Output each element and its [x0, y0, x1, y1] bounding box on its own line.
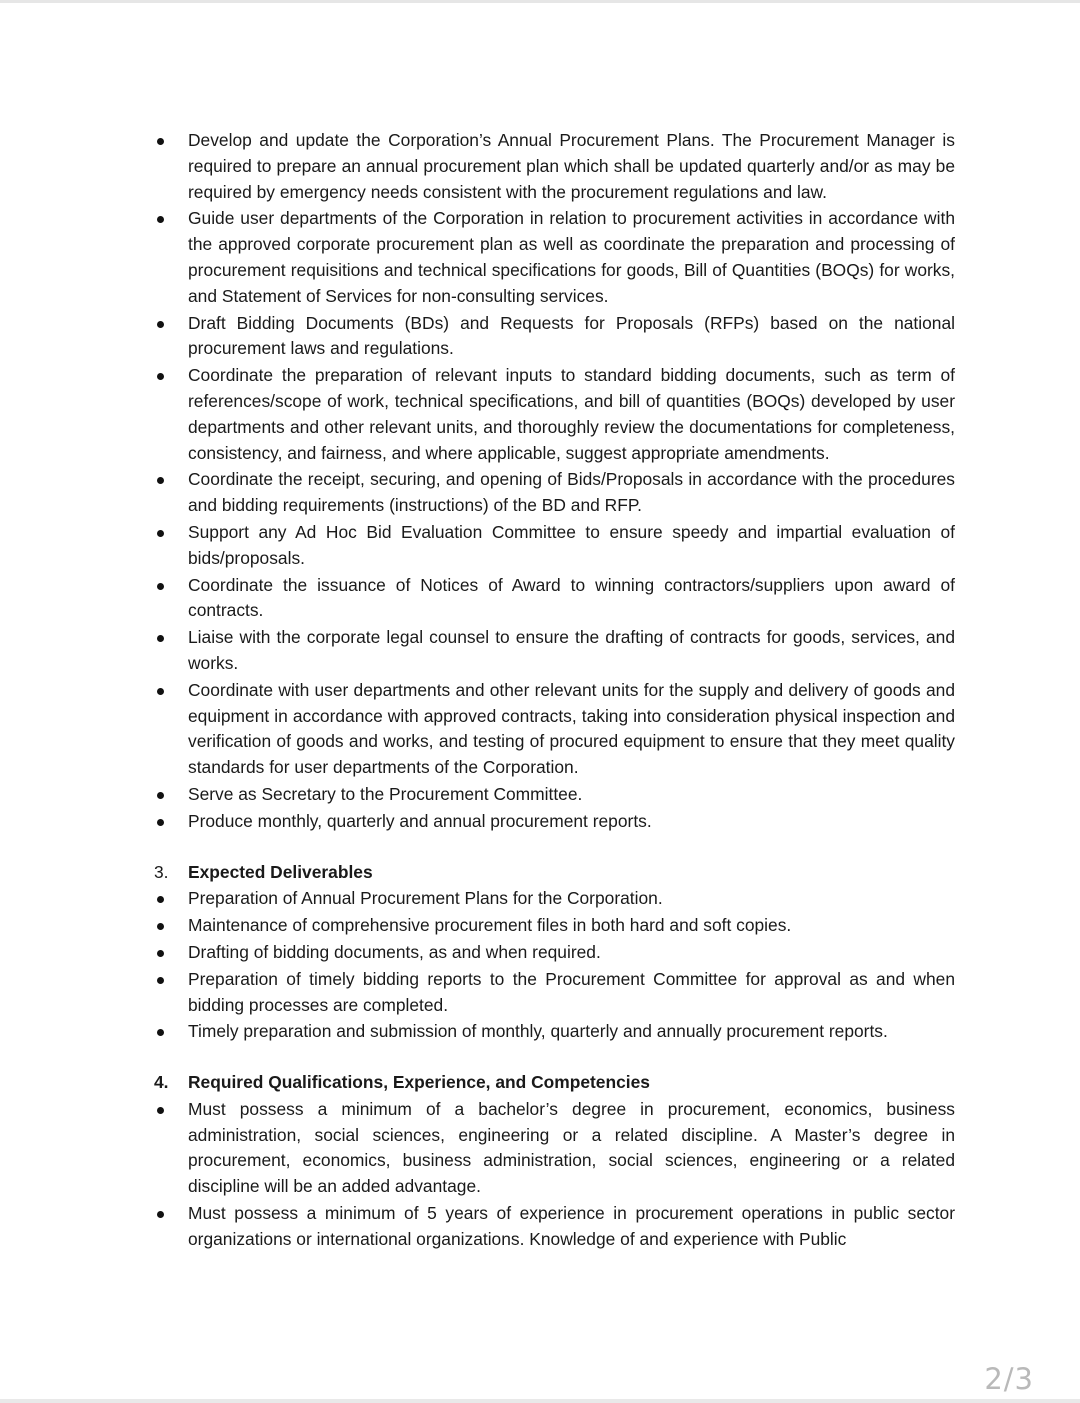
list-item	[154, 809, 955, 835]
list-item-text: Coordinate the issuance of Notices of Award to winning contractors/suppliers upon award of contracts.	[188, 574, 955, 621]
list-item-text: Support any Ad Hoc Bid Evaluation Committee to ensure speedy and impartial evaluation of bids/proposals.	[188, 521, 955, 568]
list-item	[154, 886, 955, 912]
list-item	[154, 311, 955, 363]
bullet-icon	[157, 688, 164, 695]
bullet-icon	[157, 896, 164, 903]
bullet-icon	[157, 1211, 164, 1218]
bullet-icon	[157, 1107, 164, 1114]
page-indicator: 2/3	[984, 1362, 1034, 1396]
list-item-text: Coordinate the receipt, securing, and opening of Bids/Proposals in accordance with the procedures and bidding requirements (instructions) of the BD and RFP.	[188, 469, 955, 516]
section-4-title: Required Qualifications, Experience, and Competencies	[188, 1072, 650, 1093]
list-item	[154, 782, 955, 808]
bullet-icon	[157, 138, 164, 145]
bullet-icon	[157, 373, 164, 380]
bullet-icon	[157, 583, 164, 590]
list-item	[154, 678, 955, 781]
viewer-bottom-border	[0, 1399, 1080, 1403]
deliverables-list	[154, 886, 955, 1045]
list-item-text: Preparation of timely bidding reports to the Procurement Committee for approval as and when bidding processes are completed.	[188, 968, 955, 1015]
list-item-text: Timely preparation and submission of monthly, quarterly and annually procurement reports.	[188, 1021, 888, 1042]
list-item	[154, 573, 955, 625]
list-item-text: Draft Bidding Documents (BDs) and Requests for Proposals (RFPs) based on the national procurement laws and regulations.	[188, 312, 955, 359]
bullet-icon	[157, 1029, 164, 1036]
section-3-number: 3.	[154, 861, 169, 882]
bullet-icon	[157, 819, 164, 826]
bullet-icon	[157, 216, 164, 223]
qualifications-list	[154, 1097, 955, 1253]
list-item-text: Liaise with the corporate legal counsel to ensure the drafting of contracts for goods, services, and works.	[188, 627, 955, 673]
list-item-text: Guide user departments of the Corporation in relation to procurement activities in accordance with the approved corporate procurement plan as well as coordinate the preparation and processing of procurement requisitions and technical specifications for goods, Bill of Quantities (BOQs) for works, and Statement of Services for non-consulting services.	[188, 208, 955, 306]
list-item	[154, 625, 955, 677]
list-item	[154, 128, 955, 205]
bullet-icon	[157, 977, 164, 984]
bullet-icon	[157, 923, 164, 930]
list-item-text: Must possess a minimum of a bachelor’s degree in procurement, economics, business administration, social sciences, engineering or a related discipline. A Master’s degree in procurement, economics, business administration, social sciences, engineering or a related discipline will be an added advantage.	[188, 1098, 955, 1197]
list-item-text: Develop and update the Corporation’s Annual Procurement Plans. The Procurement Manager is required to prepare an annual procurement plan which shall be updated quarterly and/or as may be required by emergency needs consistent with the procurement regulations and law.	[188, 130, 955, 202]
section-3-title: Expected Deliverables	[188, 861, 373, 882]
document-body	[154, 128, 955, 1254]
list-item-text: Coordinate the preparation of relevant inputs to standard bidding documents, such as term of references/scope of work, technical specifications, and bill of quantities (BOQs) developed by user departments and other relevant units, and thoroughly review the documentations for completeness, consistency, and fairness, and where applicable, suggest appropriate amendments.	[188, 365, 955, 463]
list-item-text: Produce monthly, quarterly and annual procurement reports.	[188, 810, 652, 831]
duties-list	[154, 128, 955, 835]
bullet-icon	[157, 635, 164, 642]
bullet-icon	[157, 950, 164, 957]
list-item	[154, 363, 955, 466]
list-item-text: Serve as Secretary to the Procurement Committee.	[188, 783, 583, 804]
section-3-heading	[154, 860, 955, 886]
list-item	[154, 1201, 955, 1253]
list-item	[154, 967, 955, 1019]
list-item	[154, 467, 955, 519]
list-item	[154, 1097, 955, 1200]
list-item-text: Preparation of Annual Procurement Plans for the Corporation.	[188, 888, 663, 909]
list-item	[154, 206, 955, 309]
bullet-icon	[157, 530, 164, 537]
list-item	[154, 520, 955, 572]
list-item	[154, 1019, 955, 1045]
section-4-heading	[154, 1070, 955, 1096]
bullet-icon	[157, 477, 164, 484]
list-item	[154, 940, 955, 966]
list-item-text: Coordinate with user departments and other relevant units for the supply and delivery of goods and equipment in accordance with approved contracts, taking into consideration physical inspection and verification of goods and works, and testing of procured equipment to ensure that they meet quality standards for user departments of the Corporation.	[188, 679, 955, 778]
list-item	[154, 913, 955, 939]
list-item-text: Maintenance of comprehensive procurement files in both hard and soft copies.	[188, 915, 792, 936]
list-item-text: Must possess a minimum of 5 years of experience in procurement operations in public sector organizations or international organizations. Knowledge of and experience with Public	[188, 1203, 955, 1249]
list-item-text: Drafting of bidding documents, as and when required.	[188, 941, 601, 962]
section-4-number: 4.	[154, 1072, 169, 1093]
bullet-icon	[157, 321, 164, 328]
bullet-icon	[157, 792, 164, 799]
